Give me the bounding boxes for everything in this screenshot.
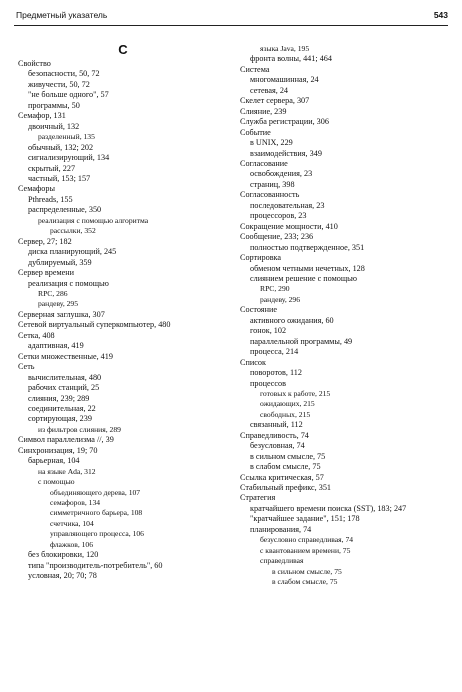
index-entry: Скелет сервера, 307: [240, 96, 310, 106]
index-entry: освобождения, 23: [250, 169, 313, 179]
index-entry: в слабом смысле, 75: [250, 462, 321, 472]
page-number: 543: [433, 10, 448, 20]
index-entry: безопасности, 50, 72: [28, 69, 100, 79]
running-header-title: Предметный указатель: [16, 10, 108, 20]
index-entry: в слабом смысле, 75: [272, 577, 338, 587]
index-entry: Синхронизация, 19; 70: [18, 445, 98, 455]
index-entry: безусловно справедливая, 74: [260, 535, 354, 545]
index-entry: семафоров, 134: [50, 498, 101, 508]
index-entry: Список: [240, 357, 266, 367]
index-entry: связанный, 112: [250, 420, 303, 430]
index-entry: поворотов, 112: [250, 368, 302, 378]
index-entry: вычислительная, 480: [28, 372, 102, 382]
index-entry: Pthreads, 155: [28, 194, 73, 204]
index-entry: Сервер времени: [18, 268, 75, 278]
index-entry: рассылки, 352: [50, 226, 96, 236]
index-entry: распределенные, 350: [28, 205, 102, 215]
index-entry: разделенный, 135: [38, 132, 95, 142]
index-entry: живучести, 50, 72: [28, 79, 90, 89]
index-entry: с помощью: [38, 477, 75, 487]
index-entry: управляющего процесса, 106: [50, 529, 144, 539]
index-entry: в UNIX, 229: [250, 138, 293, 148]
index-entry: Сеть: [18, 362, 35, 372]
index-entry: справедливая: [260, 556, 304, 566]
index-entry: Серверная заглушка, 307: [18, 309, 105, 319]
index-entry: Символ параллелизма //, 39: [18, 435, 114, 445]
index-entry: Сетка, 408: [18, 330, 55, 340]
index-entry: адаптивная, 419: [28, 341, 84, 351]
index-entry: Стабильный префикс, 351: [240, 483, 332, 493]
index-entry: Сортировка: [240, 253, 282, 263]
index-entry: Ссылка критическая, 57: [240, 472, 324, 482]
index-entry: счетчика, 104: [50, 518, 94, 528]
index-entry: слияния, 239; 289: [28, 393, 90, 403]
index-entry: без блокировки, 120: [28, 550, 99, 560]
index-entry: кратчайшего времени поиска (SST), 183; 247: [250, 503, 407, 513]
index-entry: гонок, 102: [250, 326, 287, 336]
index-entry: объединяющего дерева, 107: [50, 487, 141, 497]
index-entry: Событие: [240, 127, 271, 137]
index-entry: в сильном смысле, 75: [250, 451, 326, 461]
index-entry: рандеву, 295: [38, 299, 79, 309]
index-entry: полностью подтвержденное, 351: [250, 242, 365, 252]
index-entry: Семафоры: [18, 184, 55, 194]
index-entry: Стратегия: [240, 493, 276, 503]
index-entry: в сильном смысле, 75: [272, 566, 342, 576]
index-entry: двоичный, 132: [28, 121, 80, 131]
index-entry: фронта волны, 441; 464: [250, 54, 332, 64]
index-entry: Сообщение, 233; 236: [240, 232, 314, 242]
index-entry: сортирующая, 239: [28, 414, 92, 424]
index-entry: Сервер, 27; 182: [18, 236, 72, 246]
index-entry: Справедливость, 74: [240, 430, 309, 440]
index-entry: безусловная, 74: [250, 441, 305, 451]
left-entries: [18, 59, 228, 582]
index-entry: RPC, 286: [38, 288, 68, 298]
index-entry: Семафор, 131: [18, 111, 66, 121]
index-column-left: [18, 44, 228, 582]
index-entry: RPC, 290: [260, 284, 290, 294]
index-entry: симметричного барьера, 108: [50, 508, 143, 518]
index-entry: на языке Ada, 312: [38, 466, 96, 476]
index-entry: активного ожидания, 60: [250, 315, 334, 325]
index-entry: частный, 153; 157: [28, 173, 91, 183]
index-entry: рандеву, 296: [260, 294, 301, 304]
index-entry: Состояние: [240, 305, 277, 315]
index-entry: параллельной программы, 49: [250, 336, 353, 346]
index-entry: соединительная, 22: [28, 403, 96, 413]
index-entry: "не больше одного", 57: [28, 90, 109, 100]
index-entry: Согласование: [240, 158, 288, 168]
index-entry: страниц, 398: [250, 179, 295, 189]
index-entry: взаимодействия, 349: [250, 148, 322, 158]
index-entry: с квантованием времени, 75: [260, 545, 351, 555]
index-entry: сигнализирующий, 134: [28, 153, 110, 163]
index-entry: Служба регистрации, 306: [240, 117, 329, 127]
index-column-right: [240, 44, 455, 588]
index-entry: слиянием решение с помощью: [250, 273, 358, 283]
index-entry: Свойство: [18, 59, 51, 68]
index-entry: Система: [240, 64, 270, 74]
index-entry: процессов: [250, 378, 287, 388]
index-entry: реализация с помощью алгоритма: [38, 215, 149, 225]
index-entry: последовательная, 23: [250, 200, 325, 210]
index-entry: свободных, 215: [260, 409, 311, 419]
index-entry: Сетки множественные, 419: [18, 351, 113, 361]
index-entry: готовых к работе, 215: [260, 388, 331, 398]
index-entry: "кратчайшее задание", 151; 178: [250, 514, 360, 524]
index-entry: многомашинная, 24: [250, 75, 319, 85]
index-entry: Сокращение мощности, 410: [240, 221, 338, 231]
index-entry: Согласованность: [240, 190, 300, 200]
index-entry: флажков, 106: [50, 539, 94, 549]
index-entry: дублируемый, 359: [28, 257, 92, 267]
header-rule: [14, 25, 448, 26]
index-entry: обычный, 132; 202: [28, 142, 94, 152]
index-entry: Сетевой виртуальный суперкомпьютер, 480: [18, 320, 171, 330]
index-entry: из фильтров слияния, 289: [38, 424, 121, 434]
index-entry: скрытый, 227: [28, 163, 76, 173]
right-entries: [240, 44, 455, 588]
index-entry: Слияние, 239: [240, 106, 287, 116]
index-entry: процесса, 214: [250, 347, 299, 357]
index-entry: диска планирующий, 245: [28, 247, 117, 257]
index-entry: программы, 50: [28, 100, 80, 110]
index-entry: языка Java, 195: [260, 44, 310, 53]
index-entry: обменом четными нечетных, 128: [250, 263, 365, 273]
index-entry: сетевая, 24: [250, 85, 289, 95]
index-entry: реализация с помощью: [28, 278, 109, 288]
index-entry: ожидающих, 215: [260, 399, 315, 409]
index-entry: условная, 20; 70; 78: [28, 571, 97, 581]
index-entry: барьерная, 104: [28, 456, 80, 466]
index-entry: планирования, 74: [250, 524, 312, 534]
index-entry: процессоров, 23: [250, 211, 307, 221]
index-entry: типа "производитель-потребитель", 60: [28, 560, 163, 570]
index-entry: рабочих станций, 25: [28, 383, 100, 393]
section-letter: С: [118, 42, 128, 57]
